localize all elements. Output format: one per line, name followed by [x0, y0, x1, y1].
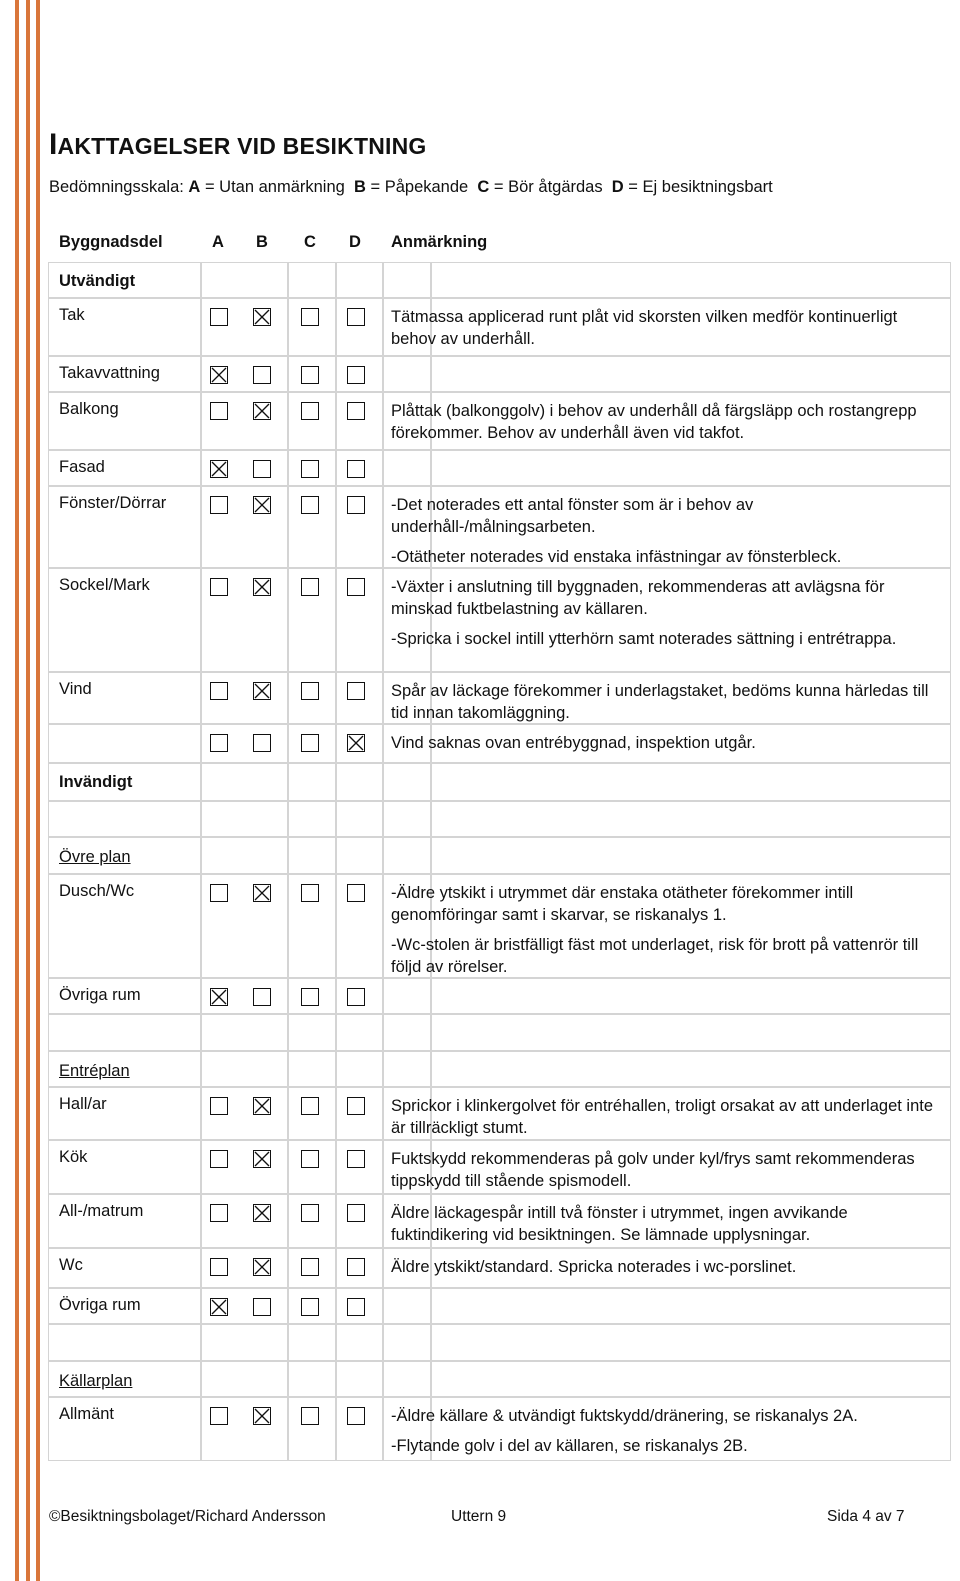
- remark-text: [391, 1202, 946, 1246]
- building-part-label: Balkong: [59, 400, 119, 418]
- cross-mark-icon: [211, 1299, 227, 1315]
- table-cell: [288, 262, 336, 298]
- cross-mark-icon: [254, 497, 270, 513]
- table-cell: [336, 1014, 383, 1051]
- table-row: [48, 1140, 951, 1194]
- table-cell: [288, 837, 336, 874]
- table-cell: [201, 1014, 288, 1051]
- table-cell: [336, 801, 383, 837]
- group-header-label: Utvändigt: [59, 272, 136, 290]
- cross-mark-icon: [254, 683, 270, 699]
- footer-page-number: Sida 4 av 7: [827, 1508, 905, 1525]
- table-row: [48, 1248, 951, 1288]
- remark-text: [391, 1148, 946, 1192]
- table-row: [48, 450, 951, 486]
- grade-checkbox-c[interactable]: [301, 884, 319, 902]
- table-cell: [336, 1051, 383, 1087]
- grade-checkbox-b[interactable]: [253, 734, 271, 752]
- building-part-label: Dusch/Wc: [59, 882, 135, 900]
- building-part-label: Allmänt: [59, 1405, 115, 1423]
- remark-paragraph: Fuktskydd rekommenderas på golv under kyl/frys samt rekommenderas tippskydd till stående spismodell.: [391, 1150, 915, 1190]
- grade-checkbox-b[interactable]: [253, 884, 271, 902]
- table-cell: [383, 1288, 431, 1324]
- cross-mark-icon: [254, 403, 270, 419]
- table-cell: [48, 1014, 201, 1051]
- grade-checkbox-a[interactable]: [210, 496, 228, 514]
- grade-checkbox-c[interactable]: [301, 402, 319, 420]
- table-cell: [431, 1288, 951, 1324]
- building-part-label: Fönster/Dörrar: [59, 494, 167, 512]
- table-cell: [431, 801, 951, 837]
- table-row: [48, 1397, 951, 1461]
- remark-paragraph: -Wc-stolen är bristfälligt fäst mot underlaget, risk för brott på vattenrör till följd av rörelser.: [391, 936, 919, 976]
- grade-checkbox-d[interactable]: [347, 1298, 365, 1316]
- table-cell: [336, 262, 383, 298]
- remark-paragraph: -Äldre ytskikt i utrymmet där enstaka otätheter förekommer intill genomföringar samt i skarvar, se riskanalys 1.: [391, 884, 854, 924]
- section-label: Övre plan: [59, 848, 131, 866]
- table-cell: [288, 392, 336, 450]
- remark-paragraph: Äldre ytskikt/standard. Spricka noterades i wc-porslinet.: [391, 1258, 797, 1276]
- table-cell: [383, 1014, 431, 1051]
- remark-paragraph: Sprickor i klinkergolvet för entréhallen, troligt orsakat av att underlaget inte är tillräckligt stumt.: [391, 1097, 934, 1137]
- column-header-part: Byggnadsdel: [59, 233, 163, 251]
- table-cell: [383, 763, 431, 801]
- building-part-label: Sockel/Mark: [59, 576, 150, 594]
- table-cell: [383, 837, 431, 874]
- grade-checkbox-b[interactable]: [253, 402, 271, 420]
- table-cell: [201, 801, 288, 837]
- group-header-label: Invändigt: [59, 773, 133, 791]
- grade-checkbox-b[interactable]: [253, 1150, 271, 1168]
- table-cell: [383, 1361, 431, 1397]
- grade-checkbox-a[interactable]: [210, 1258, 228, 1276]
- cross-mark-icon: [254, 1098, 270, 1114]
- spacer-row: [48, 1324, 951, 1361]
- table-cell: [336, 763, 383, 801]
- table-cell: [201, 1361, 288, 1397]
- table-row: [48, 392, 951, 450]
- table-cell: [288, 1324, 336, 1361]
- section-label: Källarplan: [59, 1372, 133, 1390]
- building-part-label: Tak: [59, 306, 85, 324]
- grade-checkbox-c[interactable]: [301, 1097, 319, 1115]
- grade-checkbox-c[interactable]: [301, 734, 319, 752]
- grade-checkbox-d[interactable]: [347, 496, 365, 514]
- grade-checkbox-c[interactable]: [301, 1150, 319, 1168]
- cross-mark-icon: [254, 1259, 270, 1275]
- remark-paragraph: -Spricka i sockel intill ytterhörn samt noterades sättning i entrétrappa.: [391, 630, 897, 648]
- remark-paragraph: Tätmassa applicerad runt plåt vid skorsten vilken medför kontinuerligt behov av underhåll.: [391, 308, 898, 348]
- remark-paragraph: -Otätheter noterades vid enstaka infästningar av fönsterbleck.: [391, 548, 842, 566]
- grade-checkbox-c[interactable]: [301, 496, 319, 514]
- grade-checkbox-d[interactable]: [347, 884, 365, 902]
- grade-checkbox-c[interactable]: [301, 460, 319, 478]
- table-cell: [383, 262, 431, 298]
- grade-checkbox-b[interactable]: [253, 308, 271, 326]
- group-header-row: [48, 763, 951, 801]
- table-cell: [431, 1324, 951, 1361]
- grade-checkbox-b[interactable]: [253, 460, 271, 478]
- grade-checkbox-b[interactable]: [253, 496, 271, 514]
- table-cell: [336, 392, 383, 450]
- building-part-label: Fasad: [59, 458, 105, 476]
- cross-mark-icon: [254, 1408, 270, 1424]
- cross-mark-icon: [211, 367, 227, 383]
- grade-checkbox-d[interactable]: [347, 682, 365, 700]
- remark-paragraph: -Växter i anslutning till byggnaden, rekommenderas att avlägsna för minskad fuktbelastning av källaren.: [391, 578, 885, 618]
- grade-checkbox-b[interactable]: [253, 988, 271, 1006]
- remark-text: [391, 1405, 946, 1457]
- cross-mark-icon: [254, 309, 270, 325]
- table-cell: [288, 1014, 336, 1051]
- grade-checkbox-c[interactable]: [301, 682, 319, 700]
- table-row: [48, 486, 951, 568]
- grade-checkbox-b[interactable]: [253, 1097, 271, 1115]
- remark-paragraph: -Äldre källare & utvändigt fuktskydd/dränering, se riskanalys 2A.: [391, 1407, 858, 1425]
- building-part-label: Kök: [59, 1148, 88, 1166]
- spacer-row: [48, 801, 951, 837]
- building-part-label: Takavvattning: [59, 364, 160, 382]
- table-cell: [48, 801, 201, 837]
- grade-checkbox-a[interactable]: [210, 460, 228, 478]
- table-row: [48, 1194, 951, 1248]
- column-header-b: B: [256, 233, 268, 251]
- remark-text: [391, 576, 946, 650]
- grade-checkbox-d[interactable]: [347, 402, 365, 420]
- grade-checkbox-a[interactable]: [210, 1204, 228, 1222]
- table-cell: [431, 450, 951, 486]
- cross-mark-icon: [254, 579, 270, 595]
- table-row: [48, 1087, 951, 1140]
- cross-mark-icon: [254, 885, 270, 901]
- table-cell: [288, 801, 336, 837]
- table-cell: [383, 1051, 431, 1087]
- column-header-remark: Anmärkning: [391, 233, 488, 251]
- grade-checkbox-b[interactable]: [253, 1258, 271, 1276]
- table-row: [48, 298, 951, 356]
- left-border-stripe: [26, 0, 30, 1581]
- table-cell: [201, 763, 288, 801]
- grade-checkbox-c[interactable]: [301, 1298, 319, 1316]
- grade-checkbox-a[interactable]: [210, 578, 228, 596]
- table-cell: [201, 1324, 288, 1361]
- section-row: [48, 1361, 951, 1397]
- footer-copyright: ©Besiktningsbolaget/Richard Andersson: [49, 1508, 326, 1525]
- table-row: [48, 672, 951, 724]
- table-row: [48, 1288, 951, 1324]
- grade-checkbox-a[interactable]: [210, 884, 228, 902]
- left-border-stripe: [15, 0, 19, 1581]
- grade-checkbox-c[interactable]: [301, 366, 319, 384]
- table-cell: [201, 392, 288, 450]
- remark-paragraph: Äldre läckagespår intill två fönster i utrymmet, ingen avvikande fuktindikering vid besiktningen. Se lämnade upplysningar.: [391, 1204, 848, 1244]
- remark-text: [391, 306, 946, 350]
- table-cell: [288, 298, 336, 356]
- grade-checkbox-d[interactable]: [347, 1097, 365, 1115]
- table-cell: [288, 1361, 336, 1397]
- grade-checkbox-a[interactable]: [210, 1298, 228, 1316]
- cross-mark-icon: [254, 1151, 270, 1167]
- table-row: [48, 356, 951, 392]
- table-cell: [431, 1361, 951, 1397]
- table-cell: [336, 837, 383, 874]
- table-cell: [201, 837, 288, 874]
- column-header-a: A: [212, 233, 224, 251]
- table-cell: [336, 298, 383, 356]
- grade-checkbox-b[interactable]: [253, 1204, 271, 1222]
- table-cell: [431, 356, 951, 392]
- table-cell: [288, 1051, 336, 1087]
- grade-checkbox-d[interactable]: [347, 460, 365, 478]
- grade-checkbox-d[interactable]: [347, 578, 365, 596]
- table-cell: [383, 978, 431, 1014]
- grade-checkbox-b[interactable]: [253, 682, 271, 700]
- table-cell: [431, 763, 951, 801]
- table-cell: [431, 978, 951, 1014]
- building-part-label: Övriga rum: [59, 1296, 141, 1314]
- grade-checkbox-a[interactable]: [210, 988, 228, 1006]
- grade-checkbox-a[interactable]: [210, 366, 228, 384]
- table-row: [48, 724, 951, 763]
- group-header-row: [48, 262, 951, 298]
- table-cell: [48, 724, 201, 763]
- remark-paragraph: Plåttak (balkonggolv) i behov av underhåll då färgsläpp och rostangrepp förekommer. Behov av underhåll även vid takfot.: [391, 402, 917, 442]
- grade-checkbox-d[interactable]: [347, 1258, 365, 1276]
- section-row: [48, 837, 951, 874]
- remark-paragraph: Spår av läckage förekommer i underlagstaket, bedöms kunna härledas till tid innan takomläggning.: [391, 682, 929, 722]
- remark-text: [391, 400, 946, 444]
- section-row: [48, 1051, 951, 1087]
- grade-checkbox-c[interactable]: [301, 578, 319, 596]
- grade-checkbox-d[interactable]: [347, 734, 365, 752]
- table-cell: [201, 262, 288, 298]
- building-part-label: All-/matrum: [59, 1202, 144, 1220]
- remark-text: [391, 680, 946, 724]
- grade-checkbox-a[interactable]: [210, 1407, 228, 1425]
- table-row: [48, 568, 951, 672]
- left-border-stripe: [36, 0, 40, 1581]
- grade-checkbox-d[interactable]: [347, 1150, 365, 1168]
- grade-checkbox-c[interactable]: [301, 988, 319, 1006]
- grade-checkbox-d[interactable]: [347, 1204, 365, 1222]
- remark-text: [391, 1095, 946, 1139]
- building-part-label: Övriga rum: [59, 986, 141, 1004]
- remark-text: [391, 732, 946, 754]
- grade-checkbox-d[interactable]: [347, 988, 365, 1006]
- building-part-label: Vind: [59, 680, 92, 698]
- table-cell: [288, 763, 336, 801]
- table-cell: [431, 1051, 951, 1087]
- column-header-c: C: [304, 233, 316, 251]
- table-cell: [383, 356, 431, 392]
- grade-checkbox-b[interactable]: [253, 578, 271, 596]
- table-cell: [201, 1051, 288, 1087]
- table-row: [48, 874, 951, 978]
- grade-checkbox-b[interactable]: [253, 1298, 271, 1316]
- cross-mark-icon: [254, 1205, 270, 1221]
- remark-text: [391, 882, 946, 978]
- page-title: IAKTTAGELSER VID BESIKTNING: [49, 128, 427, 161]
- table-cell: [383, 801, 431, 837]
- spacer-row: [48, 1014, 951, 1051]
- table-cell: [383, 450, 431, 486]
- grade-checkbox-b[interactable]: [253, 366, 271, 384]
- grade-checkbox-a[interactable]: [210, 402, 228, 420]
- grade-checkbox-a[interactable]: [210, 308, 228, 326]
- grading-scale: Bedömningsskala: A = Utan anmärkning B = Påpekande C = Bör åtgärdas D = Ej besiktningsbart: [49, 178, 773, 196]
- cross-mark-icon: [211, 989, 227, 1005]
- remark-paragraph: -Flytande golv i del av källaren, se riskanalys 2B.: [391, 1437, 748, 1455]
- cross-mark-icon: [211, 461, 227, 477]
- table-cell: [201, 298, 288, 356]
- grade-checkbox-d[interactable]: [347, 1407, 365, 1425]
- grade-checkbox-a[interactable]: [210, 1150, 228, 1168]
- table-cell: [48, 1324, 201, 1361]
- table-cell: [431, 262, 951, 298]
- inspection-table: [48, 222, 951, 1461]
- remark-text: [391, 494, 946, 568]
- grade-checkbox-c[interactable]: [301, 1204, 319, 1222]
- grade-checkbox-c[interactable]: [301, 1258, 319, 1276]
- footer-address: Uttern 9: [451, 1508, 507, 1525]
- table-row: [48, 978, 951, 1014]
- grade-checkbox-b[interactable]: [253, 1407, 271, 1425]
- grade-checkbox-d[interactable]: [347, 366, 365, 384]
- grade-checkbox-d[interactable]: [347, 308, 365, 326]
- column-header-d: D: [349, 233, 361, 251]
- table-cell: [336, 1324, 383, 1361]
- grade-checkbox-c[interactable]: [301, 1407, 319, 1425]
- table-header-row: [48, 222, 951, 262]
- section-label: Entréplan: [59, 1062, 130, 1080]
- remark-text: [391, 1256, 946, 1278]
- grade-checkbox-a[interactable]: [210, 682, 228, 700]
- table-cell: [336, 1361, 383, 1397]
- building-part-label: Wc: [59, 1256, 83, 1274]
- building-part-label: Hall/ar: [59, 1095, 107, 1113]
- grade-checkbox-c[interactable]: [301, 308, 319, 326]
- table-cell: [431, 1014, 951, 1051]
- cross-mark-icon: [348, 735, 364, 751]
- remark-paragraph: -Det noterades ett antal fönster som är i behov av underhåll-/målningsarbeten.: [391, 496, 754, 536]
- remark-paragraph: Vind saknas ovan entrébyggnad, inspektion utgår.: [391, 734, 756, 752]
- grade-checkbox-a[interactable]: [210, 734, 228, 752]
- table-cell: [431, 837, 951, 874]
- grade-checkbox-a[interactable]: [210, 1097, 228, 1115]
- table-cell: [383, 1324, 431, 1361]
